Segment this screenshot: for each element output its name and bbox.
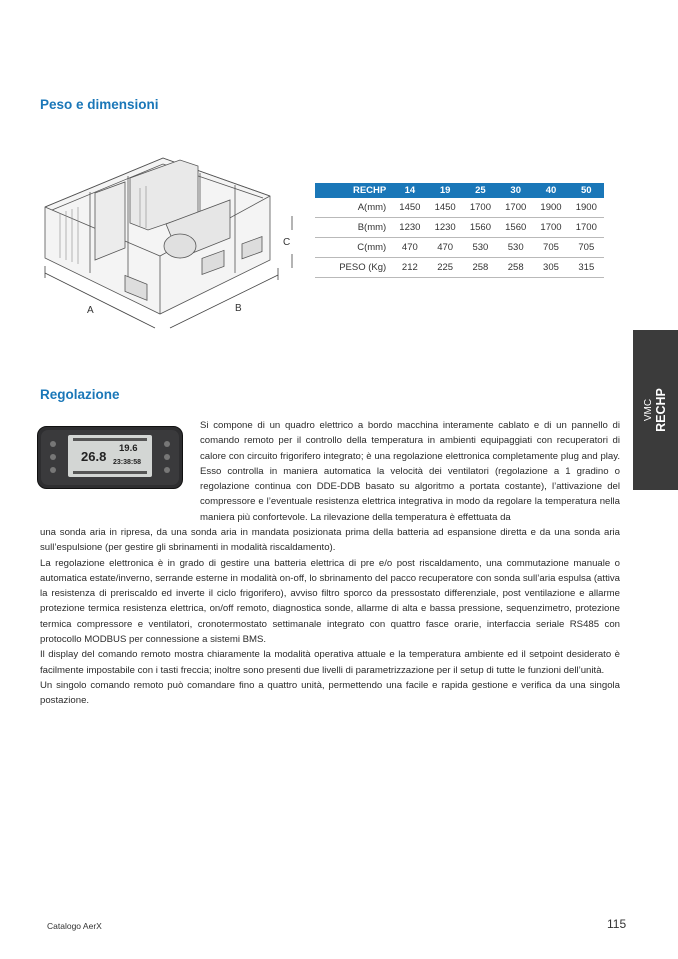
- table-cell: 1700: [463, 198, 498, 218]
- table-cell: 315: [569, 258, 604, 278]
- table-header-cell: 50: [569, 183, 604, 198]
- section-title-weights: Peso e dimensioni: [40, 97, 159, 112]
- machine-diagram: [30, 138, 308, 338]
- dimension-label-b: B: [235, 303, 242, 314]
- table-cell: 1450: [428, 198, 463, 218]
- table-cell: 1900: [569, 198, 604, 218]
- table-cell: 1230: [428, 218, 463, 238]
- table-header-cell: 14: [392, 183, 427, 198]
- regulation-paragraph-1: [200, 418, 620, 525]
- display-lower-value: 23:38:58: [113, 459, 142, 466]
- paragraph-text: Il display del comando remoto mostra chiaramente la modalità operativa attuale e la temperatura ambiente ed il setpoint desiderato è facilmente impostabile con i tasti freccia; inoltre sono presenti due livelli di parametrizzazione per il setup di tutte le funzioni dell’unità.: [40, 649, 620, 676]
- section-title-regulation: Regolazione: [40, 387, 120, 402]
- remote-controller-image: [37, 426, 183, 489]
- paragraph-text: Un singolo comando remoto può comandare fino a quattro unità, permettendo una facile e rapida gestione e verifica da una singola postazione.: [40, 679, 620, 707]
- table-cell: 1900: [533, 198, 568, 218]
- table-cell: 1700: [569, 218, 604, 238]
- table-row: [315, 238, 604, 258]
- table-cell: 530: [498, 238, 533, 258]
- table-row: [315, 258, 604, 278]
- table-cell: 1450: [392, 198, 427, 218]
- paragraph-text: una sonda aria in ripresa, da una sonda aria in mandata posizionata prima della batteria ad espansione diretta e da una sonda aria sull’espulsione (per gestire gli sbrinamenti in modalità riscaldamento).: [40, 527, 620, 554]
- paragraph-text: Si compone di un quadro elettrico a bordo macchina interamente cablato e di un pannello di comando remoto per il controllo della temperatura in ambienti equipaggiati con recuperatori di calore con circuito frigorifero integrato; è una regolazione elettronica completamente plug and play. Esso controlla in maniera automatica la velocità dei ventilatori (regolazione a 1 gradino o regolazione continua con DDE-DDB basato su algoritmo a portata costante), l’attivazione del compressore e l’eventuale resistenza elettrica integrativa in modo da regolare la temperatura nella maniera più confortevole. La rilevazione della temperatura è effettuata da: [200, 420, 620, 523]
- table-header-cell: 40: [533, 183, 568, 198]
- table-cell: 1700: [533, 218, 568, 238]
- table-header-cell: RECHP: [315, 183, 392, 198]
- table-cell: 470: [428, 238, 463, 258]
- table-header-cell: 30: [498, 183, 533, 198]
- table-cell: 1700: [498, 198, 533, 218]
- side-tab-rechp: RECHP: [654, 388, 668, 432]
- side-tab: [633, 330, 678, 490]
- page-number: 115: [607, 917, 627, 931]
- table-header-cell: 25: [463, 183, 498, 198]
- regulation-body: [40, 525, 620, 709]
- table-cell: 1560: [463, 218, 498, 238]
- display-secondary-value: 19.6: [119, 443, 138, 454]
- side-tab-vmc: VMC: [643, 398, 654, 422]
- table-cell: 1560: [498, 218, 533, 238]
- dimensions-table: [315, 183, 604, 278]
- table-cell: A(mm): [315, 198, 392, 218]
- table-row: [315, 218, 604, 238]
- display-main-value: 26.8: [81, 449, 107, 464]
- table-cell: 705: [569, 238, 604, 258]
- table-row: [315, 198, 604, 218]
- dimension-label-a: A: [87, 305, 94, 316]
- table-cell: 705: [533, 238, 568, 258]
- table-cell: 225: [428, 258, 463, 278]
- table-cell: B(mm): [315, 218, 392, 238]
- footer-catalog: Catalogo AerX: [47, 921, 102, 931]
- table-cell: 258: [498, 258, 533, 278]
- table-cell: 470: [392, 238, 427, 258]
- table-cell: 212: [392, 258, 427, 278]
- dimension-label-c: C: [283, 237, 291, 248]
- table-cell: 1230: [392, 218, 427, 238]
- table-header-cell: 19: [428, 183, 463, 198]
- table-cell: C(mm): [315, 238, 392, 258]
- table-header-row: [315, 183, 604, 198]
- table-cell: PESO (Kg): [315, 258, 392, 278]
- table-cell: 530: [463, 238, 498, 258]
- paragraph-text: La regolazione elettronica è in grado di gestire una batteria elettrica di pre e/o post riscaldamento, una commutazione manuale o automatica estate/inverno, serrande esterne in modalità on-off, lo sbrinamento del pacco recuperatore con sonda sull’aria espulsa (attiva la resistenza di preriscaldo ed inverte il ciclo frigorifero), avviso filtro sporco da pressostato differenziale, post ventilazione e allarme protezione termica resistenza elettrica, on/off remoto, diagnostica sonde, allarme di alta e bassa pressione, sequenzimetro, protezione termica compressore e ventilatori, cronotermostato settimanale integrato con quattro fasce orarie, interfaccia seriale RS485 con protocollo MODBUS per connessione a sistemi BMS.: [40, 557, 620, 646]
- table-cell: 305: [533, 258, 568, 278]
- table-cell: 258: [463, 258, 498, 278]
